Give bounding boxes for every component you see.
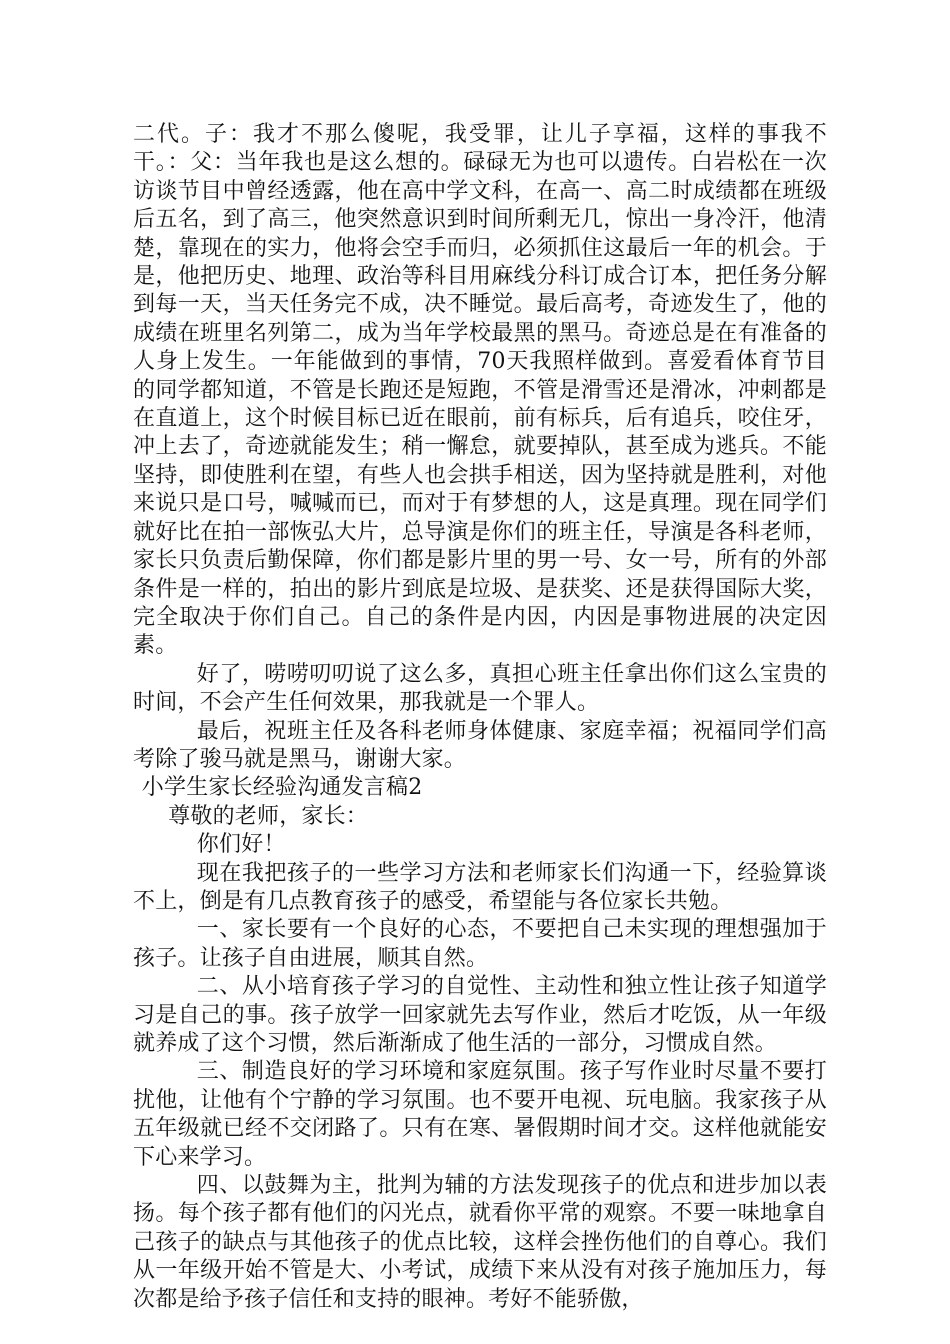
salutation: 尊敬的老师，家长：	[168, 803, 368, 829]
section-title: 小学生家长经验沟通发言稿2	[141, 775, 423, 801]
paragraph-point-3: 三、制造良好的学习环境和家庭氛围。孩子写作业时尽量不要打扰他，让他有个宁静的学习氛围。也不要开电视、玩电脑。我家孩子从五年级就已经不交闭路了。只有在寒、暑假期时间才交。这样他就能安下心来学习。	[133, 1059, 827, 1170]
paragraph-speech-body: 二代。子：我才不那么傻呢，我受罪，让儿子享福，这样的事我不干。：父：当年我也是这么想的。碌碌无为也可以遗传。白岩松在一次访谈节目中曾经透露，他在高中学文科，在高一、高二时成绩都在班级后五名，到了高三，他突然意识到时间所剩无几，惊出一身冷汗，他清楚，靠现在的实力，他将会空手而归，必须抓住这最后一年的机会。于是，他把历史、地理、政治等科目用麻线分科订成合订本，把任务分解到每一天，当天任务完不成，决不睡觉。最后高考，奇迹发生了，他的成绩在班里名列第二，成为当年学校最黑的黑马。奇迹总是在有准备的人身上发生。一年能做到的事情，70天我照样做到。喜爱看体育节目的同学都知道，不管是长跑还是短跑，不管是滑雪还是滑冰，冲刺都是在直道上，这个时候目标已近在眼前，前有标兵，后有追兵，咬住牙，冲上去了，奇迹就能发生；稍一懈怠，就要掉队，甚至成为逃兵。不能坚持，即使胜利在望，有些人也会拱手相送，因为坚持就是胜利，对他来说只是口号，喊喊而已，而对于有梦想的人，这是真理。现在同学们就好比在拍一部恢弘大片，总导演是你们的班主任，导演是各科老师，家长只负责后勤保障，你们都是影片里的男一号、女一号，所有的外部条件是一样的，拍出的影片到底是垃圾、是获奖、还是获得国际大奖，完全取决于你们自己。自己的条件是内因，内因是事物进展的决定因素。	[133, 122, 827, 659]
greeting: 你们好！	[196, 832, 286, 858]
paragraph-closing-worry: 好了，唠唠叨叨说了这么多，真担心班主任拿出你们这么宝贵的时间，不会产生任何效果，那我就是一个罪人。	[133, 661, 827, 716]
paragraph-point-2: 二、从小培育孩子学习的自觉性、主动性和独立性让孩子知道学习是自己的事。孩子放学一回家就先去写作业，然后才吃饭，从一年级就养成了这个习惯，然后渐渐成了他生活的一部分，习惯成自然。	[133, 974, 827, 1056]
paragraph-closing-wishes: 最后，祝班主任及各科老师身体健康、家庭幸福；祝福同学们高考除了骏马就是黑马，谢谢大家。	[133, 718, 827, 772]
paragraph-point-1: 一、家长要有一个良好的心态，不要把自己未实现的理想强加于孩子。让孩子自由进展，顺其自然。	[133, 917, 827, 971]
document-page	[133, 121, 827, 1314]
paragraph-intro: 现在我把孩子的一些学习方法和老师家长们沟通一下，经验算谈不上，倒是有几点教育孩子的感受，希望能与各位家长共勉。	[133, 860, 827, 914]
paragraph-point-4: 四、以鼓舞为主，批判为辅的方法发现孩子的优点和进步加以表扬。每个孩子都有他们的闪光点，就看你平常的观察。不要一味地拿自己孩子的缺点与其他孩子的优点比较，这样会挫伤他们的自尊心。我们从一年级开始不管是大、小考试，成绩下来从没有对孩子施加压力，每次都是给予孩子信任和支持的眼神。考好不能骄傲，	[133, 1173, 827, 1312]
